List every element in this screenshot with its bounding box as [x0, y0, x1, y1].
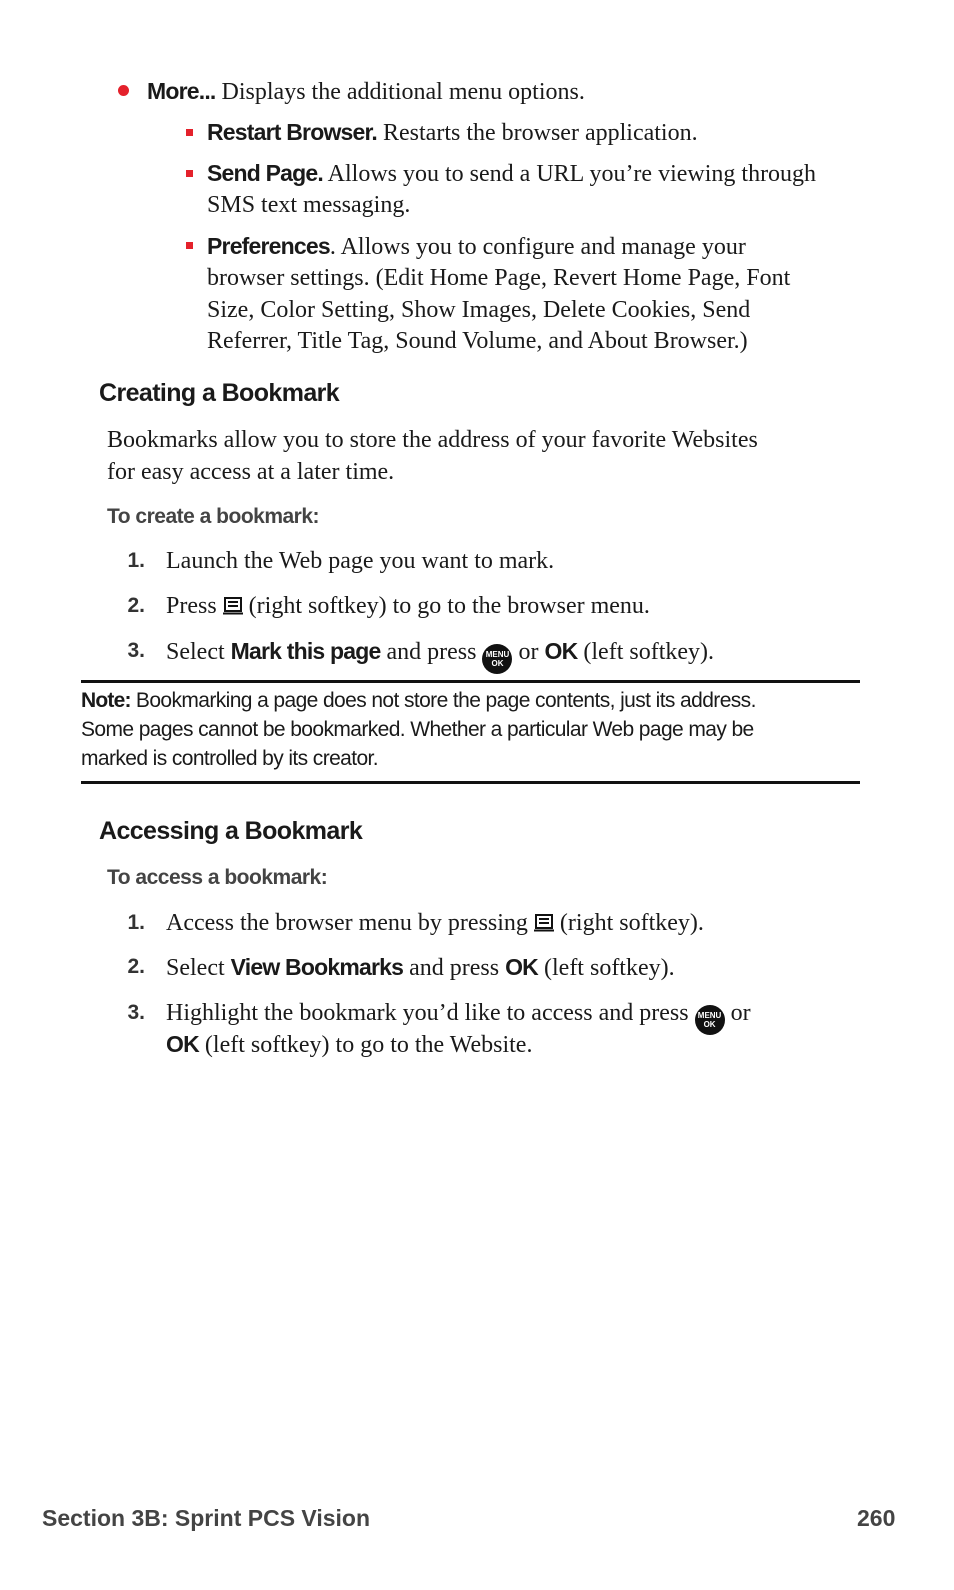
access-step-3-post: (left softkey) to go to the Website. [198, 1032, 533, 1058]
access-step-3-or: or [724, 1000, 751, 1026]
restart-browser-text: Restarts the browser application. [377, 120, 698, 146]
note-block [81, 686, 871, 773]
step-number: 1. [127, 549, 145, 572]
note-label: Note: [81, 689, 131, 712]
menu-key-line: MENU [697, 1011, 722, 1020]
access-step-3-cont [166, 1028, 532, 1061]
restart-browser-item [207, 116, 698, 149]
send-page-item [207, 157, 816, 190]
access-step-2-mid: and press [403, 955, 506, 981]
sub-bullet-icon [186, 242, 193, 249]
preferences-line: Size, Color Setting, Show Images, Delete Cookies, Send [207, 297, 751, 323]
ok-label: OK [505, 954, 538, 980]
more-text: Displays the additional menu options. [215, 79, 585, 105]
access-step-3-pre: Highlight the bookmark you’d like to access and press [166, 1000, 695, 1026]
access-step-1-post: (right softkey). [553, 910, 704, 936]
sub-bullet-icon [186, 170, 193, 177]
step-number: 3. [127, 1001, 145, 1024]
step-number: 2. [127, 955, 145, 978]
right-softkey-icon [534, 914, 554, 932]
creating-intro-line: for easy access at a later time. [107, 459, 395, 485]
create-step-3-pre: Select [166, 639, 231, 665]
preferences-text: . Allows you to configure and manage your [329, 234, 746, 260]
note-bottom-rule [81, 781, 860, 784]
accessing-heading: Accessing a Bookmark [99, 817, 363, 845]
send-page-label: Send Page. [207, 160, 323, 186]
step-number: 1. [127, 911, 145, 934]
footer-section: Section 3B: Sprint PCS Vision [42, 1505, 371, 1531]
menu-key-line: OK [491, 659, 504, 668]
access-step-2-post: (left softkey). [538, 955, 675, 981]
preferences-item [207, 230, 746, 263]
create-step-3-post: (left softkey). [577, 639, 715, 665]
preferences-line: Referrer, Title Tag, Sound Volume, and About Browser.) [207, 328, 748, 354]
mark-this-page-label: Mark this page [230, 638, 381, 664]
step-number: 3. [127, 639, 145, 662]
access-step-2 [166, 951, 675, 984]
menu-ok-key-icon [482, 644, 512, 674]
menu-key-line: MENU [485, 650, 510, 659]
note-top-rule [81, 680, 860, 683]
accessing-subheading: To access a bookmark: [107, 866, 328, 889]
ok-label: OK [544, 638, 578, 664]
note-line [81, 686, 871, 715]
page-number: 260 [857, 1505, 896, 1531]
menu-ok-key-icon [695, 1005, 725, 1035]
menu-key-line: OK [703, 1020, 716, 1029]
create-step-2-post: (right softkey) to go to the browser menu. [242, 593, 650, 619]
create-step-3-mid: and press [380, 639, 483, 665]
access-step-1 [166, 907, 704, 939]
send-page-text: Allows you to send a URL you’re viewing through [323, 161, 817, 187]
more-item [147, 75, 585, 108]
create-step-2-pre: Press [166, 593, 223, 619]
creating-subheading: To create a bookmark: [107, 505, 320, 528]
preferences-line: browser settings. (Edit Home Page, Revert Home Page, Font [207, 265, 791, 291]
create-step-3-or: or [512, 639, 545, 665]
view-bookmarks-label: View Bookmarks [230, 954, 404, 980]
note-line: marked is controlled by its creator. [81, 747, 379, 770]
sub-bullet-icon [186, 129, 193, 136]
create-step-2 [166, 590, 650, 622]
creating-intro-line: Bookmarks allow you to store the address of your favorite Websites [107, 427, 758, 453]
access-step-2-pre: Select [166, 955, 231, 981]
send-page-text-cont: SMS text messaging. [207, 192, 411, 218]
restart-browser-label: Restart Browser. [207, 119, 377, 145]
preferences-label: Preferences [207, 233, 330, 259]
more-label: More... [147, 78, 216, 104]
step-number: 2. [127, 594, 145, 617]
note-line: Some pages cannot be bookmarked. Whether a particular Web page may be [81, 718, 754, 741]
right-softkey-icon [223, 597, 243, 615]
note-text: Bookmarking a page does not store the page contents, just its address. [130, 689, 756, 712]
create-step-1: Launch the Web page you want to mark. [166, 548, 555, 574]
access-step-1-pre: Access the browser menu by pressing [166, 910, 534, 936]
create-step-3 [166, 635, 714, 674]
creating-heading: Creating a Bookmark [99, 379, 340, 407]
bullet-icon [118, 85, 129, 96]
ok-label: OK [166, 1031, 199, 1057]
